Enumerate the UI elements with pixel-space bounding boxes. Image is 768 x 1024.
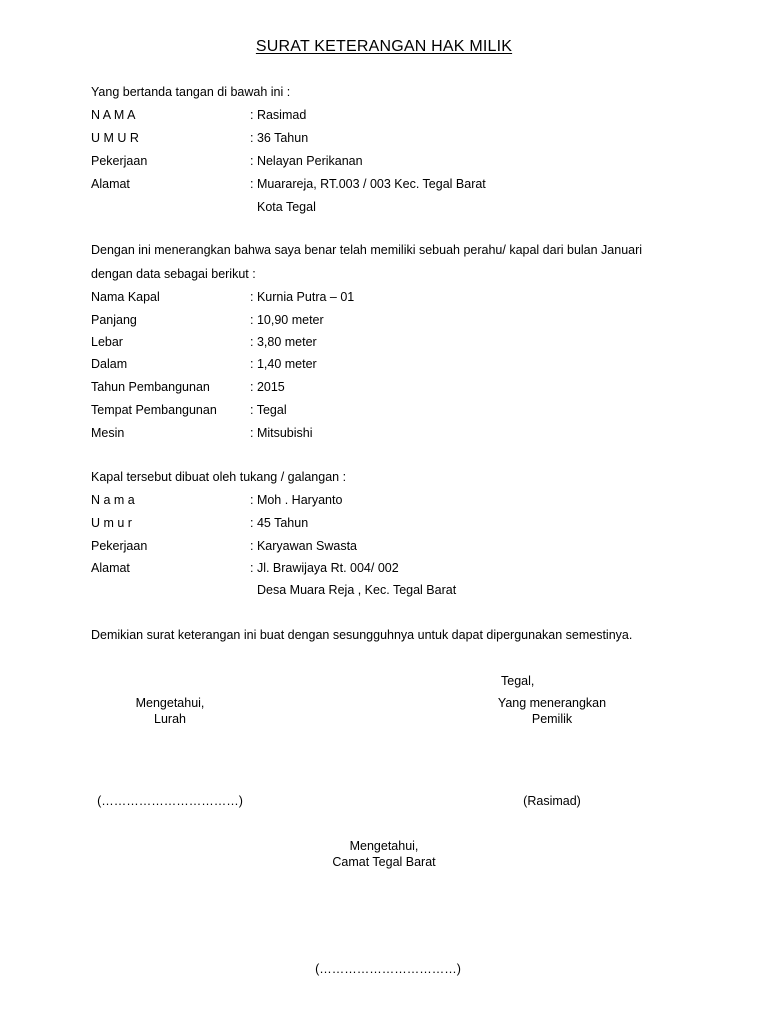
field-value: : Moh . Haryanto (250, 493, 343, 507)
field-value: : 3,80 meter (250, 335, 317, 349)
builder-row-age (91, 516, 308, 530)
right-signature-name: (Rasimad) (523, 794, 581, 808)
field-value: : 2015 (250, 380, 285, 394)
field-label: Dalam (91, 357, 128, 371)
statement-line-1: Dengan ini menerangkan bahwa saya benar telah memiliki sebuah perahu/ kapal dari bulan Januari (91, 243, 643, 257)
left-signer-role: Lurah (154, 712, 186, 726)
ship-row-build-year (91, 380, 285, 394)
field-value: : 36 Tahun (250, 131, 309, 145)
ship-row-length (91, 313, 324, 327)
document-title: SURAT KETERANGAN HAK MILIK (255, 38, 513, 55)
owner-row-name (91, 108, 306, 122)
owner-row-occupation (91, 154, 363, 168)
field-label: N A M A (91, 108, 136, 122)
field-value: : 45 Tahun (250, 516, 309, 530)
field-value: : Karyawan Swasta (250, 539, 357, 553)
field-label: Tahun Pembangunan (91, 380, 210, 394)
field-label: U m u r (91, 516, 132, 530)
field-label: Pekerjaan (91, 539, 148, 553)
builder-row-address (91, 561, 399, 575)
left-signature-blank: (……………………………) (97, 794, 243, 808)
owner-address-continuation: Kota Tegal (257, 200, 316, 214)
field-label: U M U R (91, 131, 139, 145)
ship-row-engine (91, 426, 313, 440)
bottom-signer-title: Mengetahui, (349, 839, 419, 853)
signature-place: Tegal, (501, 674, 535, 688)
field-value: : Rasimad (250, 108, 307, 122)
statement-line-2: dengan data sebagai berikut : (91, 267, 256, 281)
field-label: Alamat (91, 177, 130, 191)
field-label: Mesin (91, 426, 125, 440)
field-value: : Tegal (250, 403, 287, 417)
owner-row-age (91, 131, 308, 145)
field-label: Nama Kapal (91, 290, 160, 304)
intro-text: Yang bertanda tangan di bawah ini : (91, 85, 291, 99)
owner-row-address (91, 177, 486, 191)
field-value: : Mitsubishi (250, 426, 313, 440)
right-signer-title: Yang menerangkan (497, 696, 607, 710)
closing-statement: Demikian surat keterangan ini buat dengan sesungguhnya untuk dapat dipergunakan semestinya. (91, 628, 633, 642)
bottom-signature-blank: (……………………………) (315, 962, 461, 976)
field-label: Pekerjaan (91, 154, 148, 168)
bottom-signer-role: Camat Tegal Barat (332, 855, 436, 869)
builder-row-name (91, 493, 342, 507)
right-signer-role: Pemilik (531, 712, 573, 726)
field-label: N a m a (91, 493, 135, 507)
field-label: Panjang (91, 313, 137, 327)
field-value: : 10,90 meter (250, 313, 324, 327)
field-label: Alamat (91, 561, 130, 575)
builder-row-occupation (91, 539, 357, 553)
field-value: : Muarareja, RT.003 / 003 Kec. Tegal Barat (250, 177, 486, 191)
field-value: : Kurnia Putra – 01 (250, 290, 355, 304)
field-value: : 1,40 meter (250, 357, 317, 371)
field-value: : Jl. Brawijaya Rt. 004/ 002 (250, 561, 399, 575)
ship-row-build-place (91, 403, 287, 417)
field-label: Lebar (91, 335, 123, 349)
left-signer-title: Mengetahui, (135, 696, 205, 710)
ship-row-name (91, 290, 354, 304)
ship-row-depth (91, 357, 317, 371)
ship-row-width (91, 335, 317, 349)
builder-intro: Kapal tersebut dibuat oleh tukang / galangan : (91, 470, 347, 484)
builder-address-continuation: Desa Muara Reja , Kec. Tegal Barat (257, 583, 457, 597)
field-label: Tempat Pembangunan (91, 403, 217, 417)
field-value: : Nelayan Perikanan (250, 154, 363, 168)
